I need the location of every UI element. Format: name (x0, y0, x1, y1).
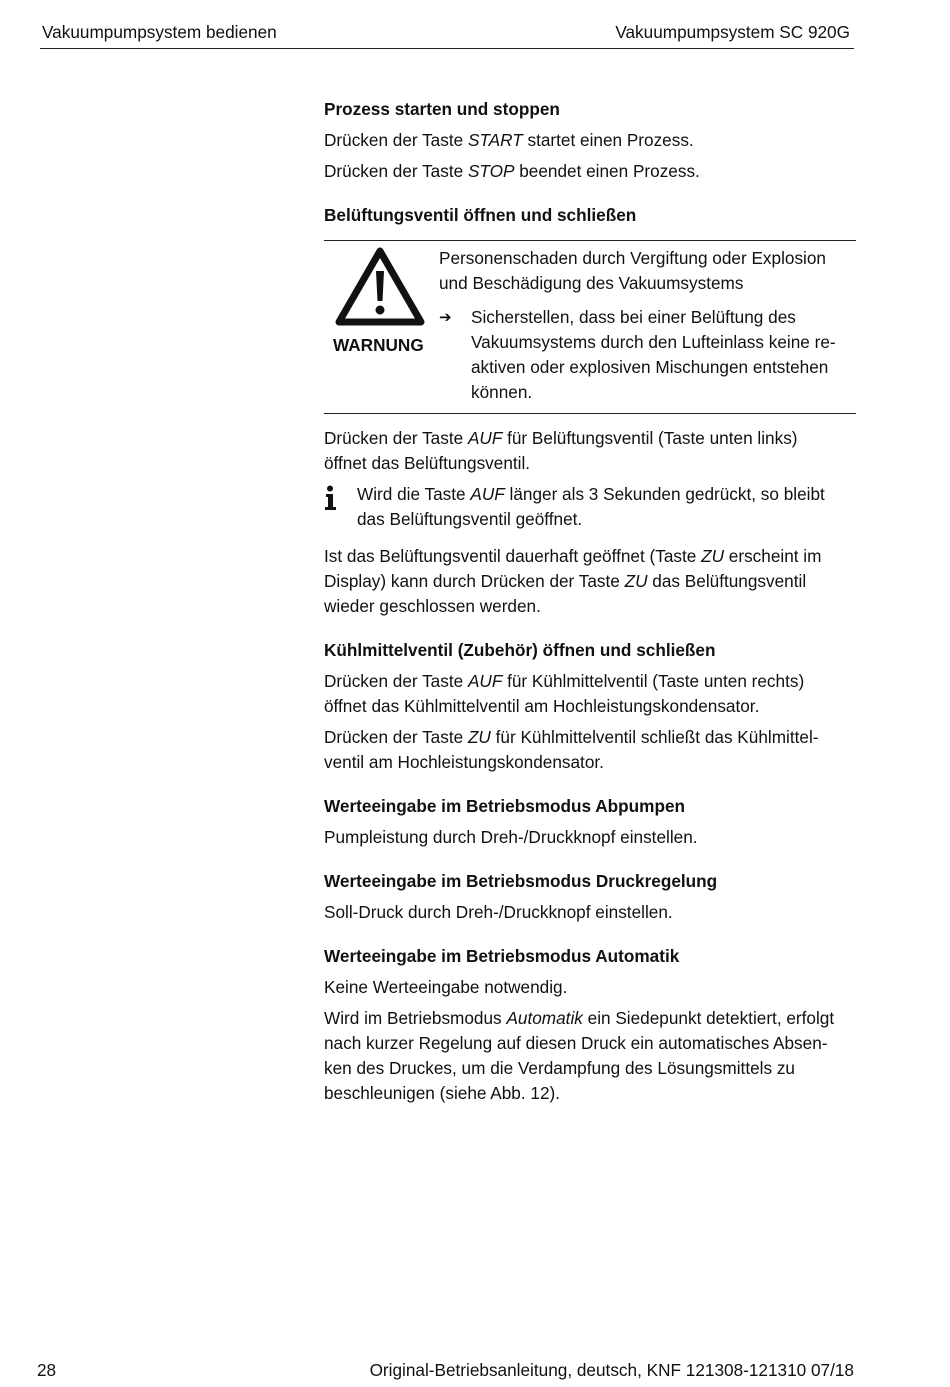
section-heading-automatic: Werteeingabe im Betriebsmodus Automatik (324, 946, 680, 966)
warning-label: WARNUNG (333, 335, 424, 355)
header-left: Vakuumpumpsystem bedienen (42, 22, 277, 42)
paragraph-automatic-1: Keine Werteeingabe notwendig. (324, 977, 568, 997)
paragraph-coolant-close: Drücken der Taste ZU für Kühlmittelventil schließt das Kühlmittel- ventil am Hochleistungskondensator. (324, 727, 819, 772)
warning-triangle-icon (334, 246, 426, 326)
header-right: Vakuumpumpsystem SC 920G (615, 22, 850, 42)
info-note (324, 482, 856, 532)
section-heading-ventilation: Belüftungsventil öffnen und schließen (324, 205, 637, 225)
main-content (324, 97, 856, 1112)
page-number: 28 (37, 1360, 57, 1380)
paragraph-coolant-open: Drücken der Taste AUF für Kühlmittelventil (Taste unten rechts) öffnet das Kühlmittelventil am Hochleistungskondensator. (324, 671, 805, 716)
section-heading-coolant: Kühlmittelventil (Zubehör) öffnen und schließen (324, 640, 716, 660)
warning-action (439, 305, 849, 405)
warning-box (324, 240, 856, 414)
section-heading-pressure-control: Werteeingabe im Betriebsmodus Druckregelung (324, 871, 718, 891)
paragraph-ventilation-close: Ist das Belüftungsventil dauerhaft geöffnet (Taste ZU erscheint im Display) kann durch Drücken der Taste ZU das Belüftungsventil wieder geschlossen werden. (324, 546, 822, 616)
footer-document-info: Original-Betriebsanleitung, deutsch, KNF 121308-121310 07/18 (369, 1360, 854, 1380)
arrow-right-icon: ➔ (439, 309, 452, 326)
paragraph-start: Drücken der Taste START startet einen Prozess. (324, 130, 694, 150)
paragraph-pump-down: Pumpleistung durch Dreh-/Druckknopf einstellen. (324, 827, 698, 847)
paragraph-pressure-control: Soll-Druck durch Dreh-/Druckknopf einstellen. (324, 902, 673, 922)
paragraph-automatic-2: Wird im Betriebsmodus Automatik ein Siedepunkt detektiert, erfolgt nach kurzer Regelung auf diesen Druck ein automatisches Absen- ken des Druckes, um die Verdampfung des Lösungsmittels zu beschleunigen (siehe Abb. 12). (324, 1008, 835, 1103)
info-icon (324, 485, 338, 511)
paragraph-ventilation-open: Drücken der Taste AUF für Belüftungsventil (Taste unten links) öffnet das Belüftungsventil. (324, 428, 798, 473)
warning-action-text: Sicherstellen, dass bei einer Belüftung des Vakuumsystems durch den Lufteinlass keine re- aktiven oder explosiven Mischungen entstehen können. (471, 307, 836, 402)
info-note-text: Wird die Taste AUF länger als 3 Sekunden gedrückt, so bleibt das Belüftungsventil geöffnet. (357, 484, 825, 529)
section-heading-start-stop: Prozess starten und stoppen (324, 99, 560, 119)
warning-hazard-text: Personenschaden durch Vergiftung oder Explosion und Beschädigung des Vakuumsystems (439, 248, 826, 293)
paragraph-stop: Drücken der Taste STOP beendet einen Prozess. (324, 161, 700, 181)
header-rule (40, 48, 854, 49)
section-heading-pump-down: Werteeingabe im Betriebsmodus Abpumpen (324, 796, 685, 816)
